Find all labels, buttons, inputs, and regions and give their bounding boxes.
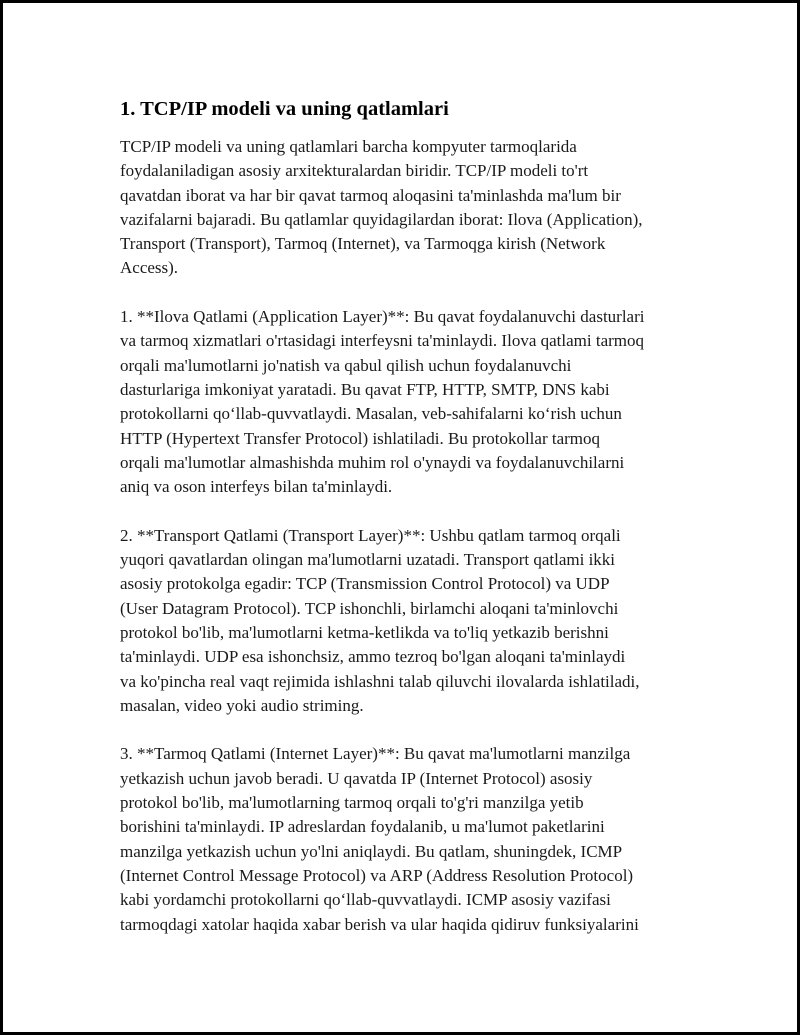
text-line: asosiy protokolga egadir: TCP (Transmission Control Protocol) va UDP xyxy=(120,574,610,594)
text-line: ta'minlaydi. UDP esa ishonchsiz, ammo tezroq bo'lgan aloqani ta'minlaydi xyxy=(120,647,626,667)
section-title: 1. TCP/IP modeli va uning qatlamlari xyxy=(120,98,449,120)
text-line: Access). xyxy=(120,258,179,278)
text-line: 3. **Tarmoq Qatlami (Internet Layer)**: Bu qavat ma'lumotlarni manzilga xyxy=(120,744,631,764)
text-line: tarmoqdagi xatolar haqida xabar berish va ular haqida qidiruv funksiyalarini xyxy=(120,914,639,934)
text-line: (User Datagram Protocol). TCP ishonchli, birlamchi aloqani ta'minlovchi xyxy=(120,598,619,618)
text-line: orqali ma'lumotlarni jo'natish va qabul qilish uchun foydalanuvchi xyxy=(120,355,572,375)
document-content xyxy=(120,95,700,961)
text-line: protokol bo'lib, ma'lumotlarni ketma-ketlikda va to'liq yetkazib berishni xyxy=(120,622,609,642)
text-line: protokol bo'lib, ma'lumotlarning tarmoq orqali to'g'ri manzilga yetib xyxy=(120,793,584,813)
text-line: HTTP (Hypertext Transfer Protocol) ishlatiladi. Bu protokollar tarmoq xyxy=(120,428,601,448)
text-line: vazifalarni bajaradi. Bu qatlamlar quyidagilardan iborat: Ilova (Application), xyxy=(120,209,643,229)
paragraph xyxy=(120,135,700,281)
text-line: orqali ma'lumotlar almashishda muhim rol o'ynaydi va foydalanuvchilarni xyxy=(120,452,625,472)
text-line: foydalaniladigan asosiy arxitekturalardan biridir. TCP/IP modeli to'rt xyxy=(120,161,589,181)
text-line: 1. **Ilova Qatlami (Application Layer)**: Bu qavat foydalanuvchi dasturlari xyxy=(120,307,645,327)
text-line: va ko'pincha real vaqt rejimida ishlashni talab qiluvchi ilovalarda ishlatiladi, xyxy=(120,671,640,691)
text-line: aniq va oson interfeys bilan ta'minlaydi. xyxy=(120,477,393,497)
text-line: yetkazish uchun javob beradi. U qavatda IP (Internet Protocol) asosiy xyxy=(120,768,593,788)
text-line: qavatdan iborat va har bir qavat tarmoq aloqasini ta'minlashda ma'lum bir xyxy=(120,185,621,205)
text-line: yuqori qavatlardan olingan ma'lumotlarni uzatadi. Transport qatlami ikki xyxy=(120,550,616,570)
text-line: dasturlariga imkoniyat yaratadi. Bu qavat FTP, HTTP, SMTP, DNS kabi xyxy=(120,379,610,399)
paragraphs-container xyxy=(120,135,700,937)
text-line: borishini ta'minlaydi. IP adreslardan foydalanib, u ma'lumot paketlarini xyxy=(120,817,605,837)
paragraph xyxy=(120,524,700,718)
text-line: masalan, video yoki audio striming. xyxy=(120,695,364,715)
text-line: manzilga yetkazish uchun yo'lni aniqlaydi. Bu qatlam, shuningdek, ICMP xyxy=(120,841,623,861)
text-line: Transport (Transport), Tarmoq (Internet), va Tarmoqga kirish (Network xyxy=(120,234,606,254)
text-line: va tarmoq xizmatlari o'rtasidagi interfeysni ta'minlaydi. Ilova qatlami tarmoq xyxy=(120,331,644,351)
text-line: 2. **Transport Qatlami (Transport Layer)**: Ushbu qatlam tarmoq orqali xyxy=(120,525,621,545)
text-line: kabi yordamchi protokollarni qo‘llab-quvvatlaydi. ICMP asosiy vazifasi xyxy=(120,890,611,910)
text-line: (Internet Control Message Protocol) va ARP (Address Resolution Protocol) xyxy=(120,865,634,885)
text-line: TCP/IP modeli va uning qatlamlari barcha kompyuter tarmoqlarida xyxy=(120,137,577,156)
paragraph xyxy=(120,742,700,936)
paragraph xyxy=(120,305,700,499)
text-line: protokollarni qo‘llab-quvvatlaydi. Masalan, veb-sahifalarni ko‘rish uchun xyxy=(120,404,622,424)
